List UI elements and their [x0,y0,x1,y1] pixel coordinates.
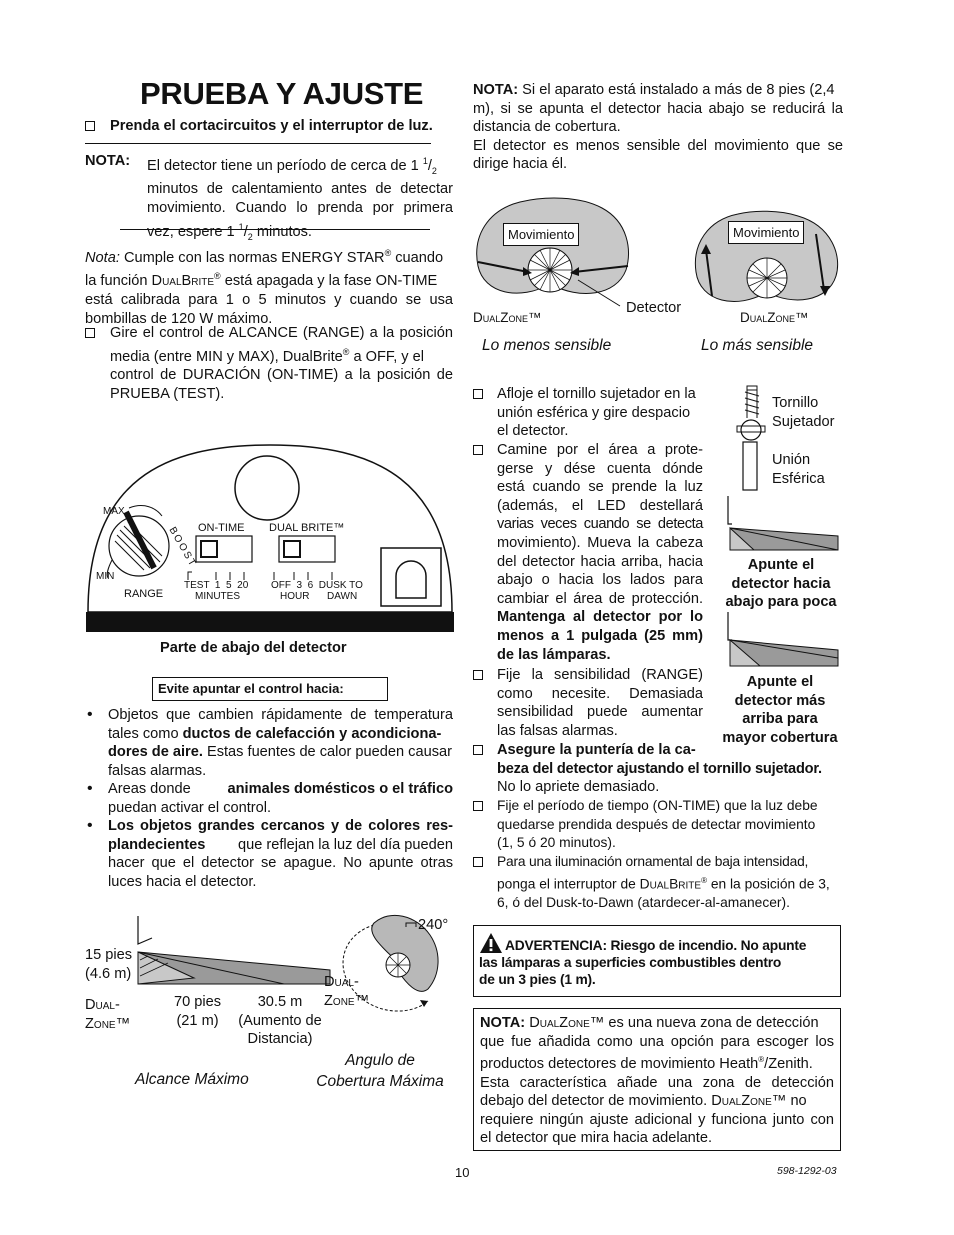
sensitivity-figure-less [470,196,640,311]
sens-mov-left: Movimiento [503,223,579,246]
dualbrite-dawn: DAWN [327,591,358,602]
warning-box [473,925,841,997]
warning-line-2: las lámparas a superficies combustibles dentro [479,955,782,970]
divider [120,229,430,230]
knob-max-label: MAX [103,506,125,517]
ball-joint-label: Unión Esférica [772,452,825,487]
screw-figure [733,384,773,494]
step-range: Gire el control de ALCANCE (RANGE) a la posición media (entre MIN y MAX), DualBrite® a OFF, y el control de DURACIÓN (ON-TIME) a la posición de PRUEBA (TEST). [85,324,453,400]
checkbox-icon [473,745,483,755]
note2: NOTA: Si el aparato está instalado a más de 8 pies (2,4 m), si se apunta el detector hacia abajo se reducirá la distancia de cobertura. El detector es menos sensible del movimiento que se dirige hacia él. [473,82,843,173]
checkbox-icon [473,445,483,455]
detector-bottom-figure [84,440,456,636]
range-30m: 30.5 m (Aumento de Distancia) [238,994,322,1048]
range-70ft: 70 pies (21 m) [174,994,222,1029]
note1-text: El detector tiene un período de cerca de 1 $^1/_2$ minutos de calentamiento antes de detectar movimiento. Cuando lo prenda por primera vez, espere 1 $^1/_2$ minutos. [147,156,453,242]
angle-dualzone: Dual- Zone™ [324,974,370,1009]
dualbrite-label: DUAL BRITE™ [269,522,345,534]
ontime-minutes: MINUTES [195,591,240,602]
checkbox-icon [473,801,483,811]
detector-figure-caption: Parte de abajo del detector [160,640,347,656]
aim-down-figure [724,494,842,554]
energy-star-note: Nota: Cumple con las normas ENERGY STAR® cuando la función DualBrite® está apagada y la fase ON-TIME está calibrada para 1 o 5 minutos y cuando se usa bombillas de 120 W máximo. [85,248,453,327]
divider [85,143,431,144]
range-label: RANGE [124,588,164,600]
checkbox-icon [473,670,483,680]
knob-min-label: MIN [96,571,115,582]
ontime-label: ON-TIME [198,522,245,534]
dualbrite-hour: HOUR [280,591,310,602]
screw-label: Tornillo Sujetador [772,395,835,430]
aim-up-figure [724,610,842,670]
knob-boost-label: BOOST [166,525,199,570]
range-15ft: 15 pies (4.6 m) [85,947,133,982]
range-caption: Alcance Máximo [135,1071,249,1088]
dualzone-note-box: NOTA: DualZone™ es una nueva zona de detección que fue añadida como una opción para escoger los productos detectores de movimiento Heath®/Zenith. Esta característica añade una zona de detección debajo del detector de movimiento. DualZone™ no requiere ningún ajuste adicional y funciona junto con el detector que mira hacia adelante. [473,1008,841,1151]
page-number: 10 [455,1165,470,1180]
sens-dualzone-right: DualZone™ [740,310,809,325]
sens-detector-label: Detector [626,300,682,316]
page-title: PRUEBA Y AJUSTE [140,76,424,111]
doc-code: 598-1292-03 [777,1165,837,1177]
aim-down-caption: Apunte el detector hacia abajo para poca [725,557,837,611]
angle-240: 240° [418,917,449,933]
angle-caption: Angulo de Cobertura Máxima [316,1052,444,1090]
checkbox-icon [85,328,95,338]
warning-line-3: de un 3 pies (1 m). [479,972,596,987]
range-dualzone: Dual- Zone™ [85,997,131,1032]
ontime-scale: TEST 1 5 20 [184,580,249,591]
sens-dualzone-left: DualZone™ [473,310,542,325]
aim-up-caption: Apunte el detector más arriba para mayor cobertura [722,674,838,746]
checkbox-icon [85,121,95,131]
checkbox-icon [473,389,483,399]
sens-less-caption: Lo menos sensible [482,337,612,354]
dualbrite-scale: OFF 3 6 DUSK TO [271,580,363,591]
warning-line-1: ADVERTENCIA: Riesgo de incendio. No apunte [505,938,807,953]
sens-mov-right: Movimiento [728,221,804,244]
avoid-heading: Evite apuntar el control hacia: [158,681,344,696]
checkbox-icon [473,857,483,867]
max-range-figure [134,912,334,992]
avoid-heading-box [152,677,388,701]
note1-label: NOTA: [85,153,131,169]
sens-more-caption: Lo más sensible [701,337,814,354]
